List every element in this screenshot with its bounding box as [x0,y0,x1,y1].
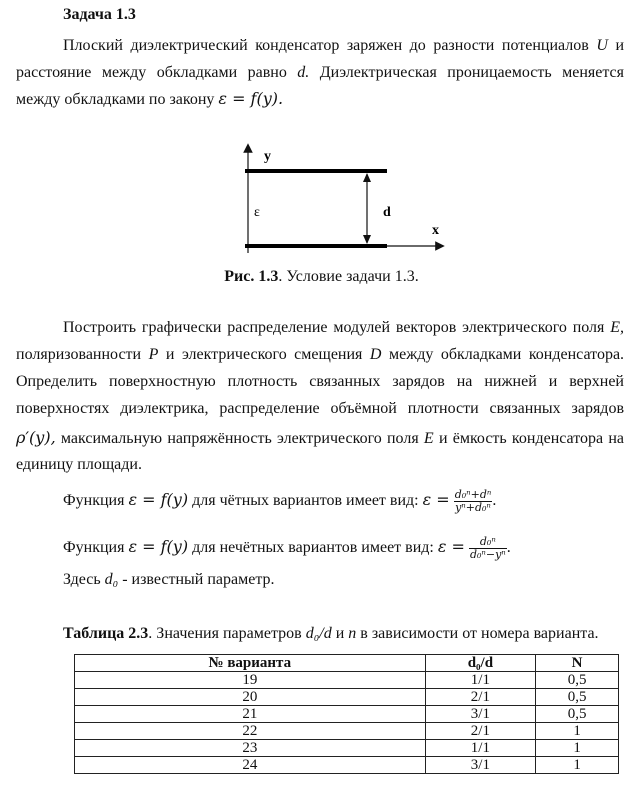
body-text-2c: между обкладками конденсатора. [388,346,625,363]
body-line-3: Определить поверхностную плотность связанных зарядов на нижней и верхней [16,373,624,390]
function-odd [63,536,511,561]
var-U: U [596,37,608,54]
table-caption-c: в зависимости от номера варианта. [360,625,599,642]
task-title: Задача 1.3 [63,6,136,23]
task-intro-line-2 [16,63,624,83]
intro-text-2: расстояние между обкладками равно [16,64,287,81]
body-line-4: поверхностях диэлектрика, распределение объёмной плотности связанных зарядов [16,400,624,417]
table-caption-a: . Значения параметров [148,625,302,642]
body-line-1 [63,318,624,338]
cell-n: 1 [536,723,619,740]
even-dot: . [492,492,497,510]
table-row [75,672,619,689]
odd-prefix: Функция [63,539,125,557]
var-P: P [148,346,159,363]
axis-y-label: y [264,149,271,164]
intro-text-1: Плоский диэлектрический конденсатор заряжен до разности потенциалов [63,37,589,54]
var-D: D [369,346,382,363]
body-text-2a: поляризованности [16,346,142,363]
cell-n: 1 [536,757,619,774]
odd-text: для нечётных вариантов имеет вид: [192,539,434,557]
task-intro-line-1 [63,36,624,56]
table-caption-var2: n [348,625,357,642]
odd-formula: ε = f(y) [128,537,189,557]
intro-text-1-end: и [615,37,625,54]
cell-variant: 21 [75,706,426,723]
table-row [75,740,619,757]
header-n: N [536,655,619,672]
body-line-2 [16,345,624,365]
cell-d0-d: 2/1 [425,689,536,706]
table-caption-b: и [335,625,345,642]
even-text: для чётных вариантов имеет вид: [192,492,419,510]
table-caption [63,624,599,644]
cell-variant: 22 [75,723,426,740]
figure-caption [0,267,643,287]
var-d0: d₀ [104,571,119,588]
even-formula: ε = f(y) [128,490,189,510]
cell-d0-d: 3/1 [425,757,536,774]
variants-table [74,654,619,774]
odd-eps: ε = [437,537,465,557]
table-row [75,706,619,723]
header-d0-d: d₀/d [425,655,536,672]
table-row [75,689,619,706]
d-arrow-head-bottom [363,235,371,244]
even-eps: ε = [422,490,450,510]
header-variant: № варианта [75,655,426,672]
odd-fraction [469,536,507,561]
epsilon-label: ε [254,205,260,220]
body-text-5-end: и ёмкость конденсатора на [438,430,625,447]
cell-n: 0,5 [536,706,619,723]
even-denominator: yⁿ+d₀ⁿ [455,501,491,514]
body-text-2b: и электрического смещения [165,346,363,363]
body-line-5 [16,428,624,449]
even-numerator: d₀ⁿ+dⁿ [454,488,492,501]
odd-denominator: d₀ⁿ−yⁿ [469,548,506,561]
cell-variant: 19 [75,672,426,689]
note-rest: - известный параметр. [122,571,275,588]
note-prefix: Здесь [63,571,101,588]
d-label: d [383,205,391,220]
intro-text-2-end: Диэлектрическая проницаемость меняется [319,64,624,81]
cell-d0-d: 1/1 [425,740,536,757]
var-d: d. [297,64,310,81]
odd-dot: . [506,539,511,557]
table-caption-bold: Таблица 2.3 [63,625,149,642]
axis-x-label: x [432,223,439,238]
task-intro-line-3 [16,89,624,110]
cell-variant: 23 [75,740,426,757]
even-fraction [454,489,493,514]
capacitor-figure [0,140,643,260]
odd-numerator: d₀ⁿ [469,536,507,549]
figure-caption-rest: . Условие задачи 1.3. [278,268,419,285]
figure-caption-bold: Рис. 1.3 [224,268,279,285]
table-caption-var1: d₀/d [305,625,332,642]
note-line [63,570,275,590]
cell-n: 0,5 [536,672,619,689]
function-even [63,489,496,514]
cell-n: 0,5 [536,689,619,706]
intro-formula: ε = f(y). [218,89,284,108]
table-row [75,757,619,774]
body-line-6: единицу площади. [16,456,142,473]
table-header-row [75,655,619,672]
intro-text-3: между обкладками по закону [16,91,215,108]
d-arrow-head-top [363,173,371,182]
var-E: E, [610,319,624,336]
cell-variant: 24 [75,757,426,774]
body-text-1: Построить графически распределение модулей векторов электрического поля [63,319,605,336]
body-text-5: максимальную напряжённость электрического поля [60,430,419,447]
var-E-max: E [423,430,434,447]
cell-n: 1 [536,740,619,757]
cell-variant: 20 [75,689,426,706]
var-rho: ρ′(y), [16,428,56,447]
cell-d0-d: 2/1 [425,723,536,740]
even-prefix: Функция [63,492,125,510]
table-row [75,723,619,740]
cell-d0-d: 3/1 [425,706,536,723]
cell-d0-d: 1/1 [425,672,536,689]
